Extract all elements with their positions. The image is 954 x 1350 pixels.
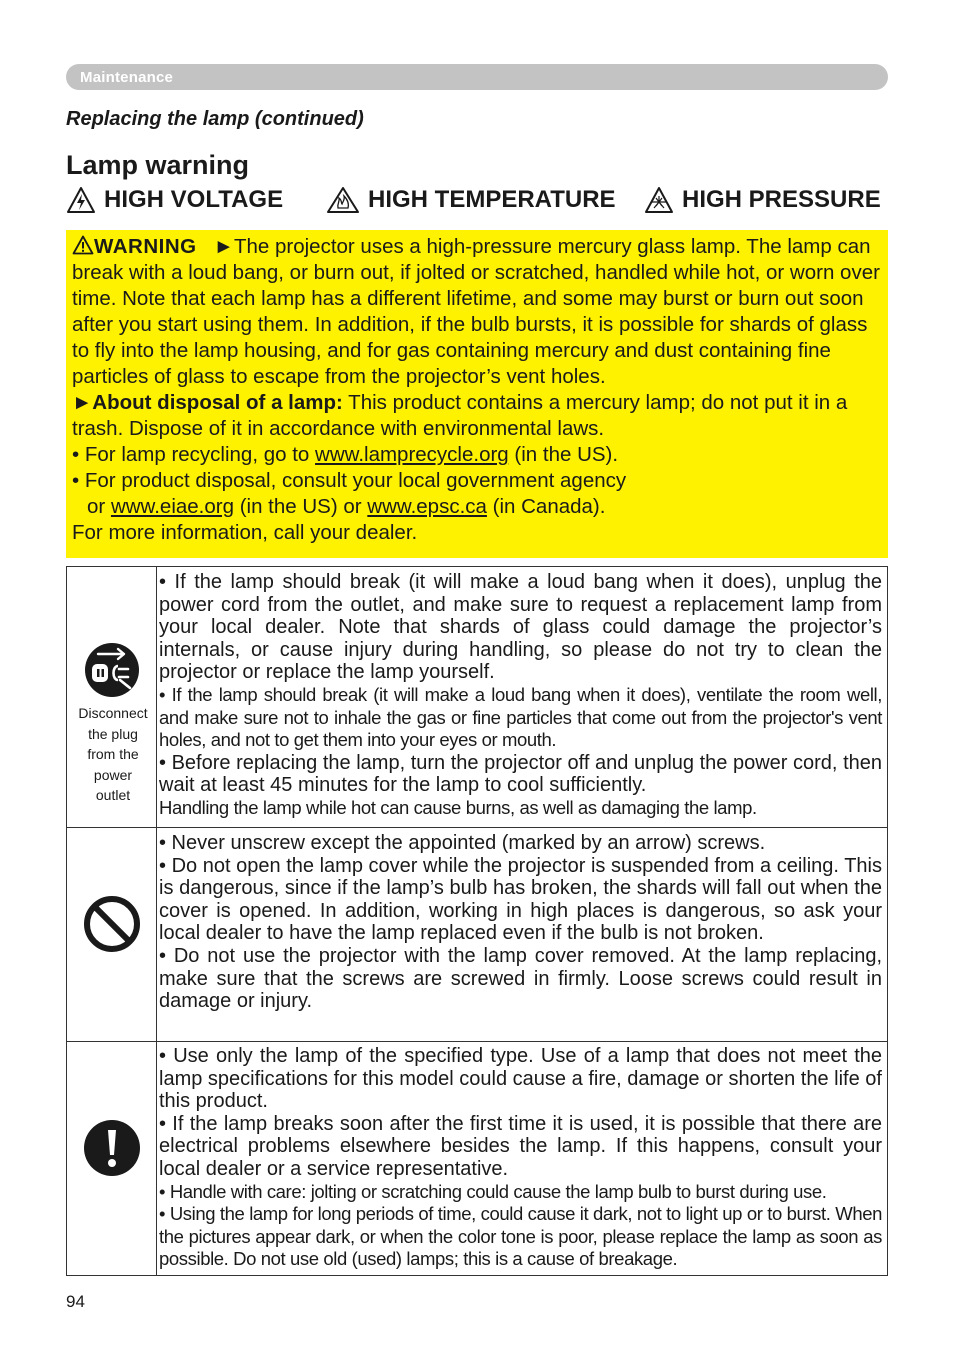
- paragraph: • Never unscrew except the appointed (marked by an arrow) screws.: [159, 832, 766, 854]
- paragraph: • Use only the lamp of the specified type. Use of a lamp that does not meet the lamp specifications for this model could cause a fire, damage or shorten the life of this product.: [159, 1045, 882, 1113]
- warning-triangle-icon: [72, 235, 94, 255]
- high-temperature-icon: [326, 186, 360, 214]
- disposal-label: ►About disposal of a lamp:: [72, 391, 343, 414]
- recycle-suffix: (in the US).: [508, 443, 619, 466]
- paragraph: • Do not use the projector with the lamp cover removed. At the lamp replacing, make sure that the screws are screwed in firmly. Loose screws could result in damage or injury.: [159, 944, 882, 1013]
- table-row: [67, 828, 887, 1042]
- paragraph: • If the lamp should break (it will make a loud bang when it does), unplug the power cord from the outlet, and make sure to request a replacement lamp from your local dealer. Note that shards of glass could damage the projector’s internals, or cause injury during handling, so please do not try to clean the projector or replace the lamp yourself.: [159, 571, 882, 684]
- caption-line: from the: [87, 746, 139, 762]
- row-text-cell: [159, 571, 882, 820]
- page-subtitle: Replacing the lamp (continued): [66, 108, 364, 130]
- warning-box: [66, 230, 888, 558]
- page-number: 94: [66, 1292, 85, 1311]
- high-pressure-icon: [644, 186, 674, 214]
- exclamation-icon: [83, 1119, 141, 1177]
- disconnect-caption: [71, 703, 155, 806]
- paragraph: • If the lamp should break (it will make a loud bang when it does), ventilate the room well, and make sure not to inhale the gas or fine particles that come out from the projector's vent holes, and not to get them into your eyes or mouth.: [159, 683, 882, 751]
- paragraph: • Handle with care: jolting or scratching could cause the lamp bulb to burst during use.: [159, 1180, 827, 1202]
- section-header-bar: [66, 64, 888, 90]
- row-text-cell: [159, 1045, 882, 1271]
- recycle-prefix: • For lamp recycling, go to: [72, 443, 316, 466]
- more-info-line: For more information, call your dealer.: [72, 521, 418, 544]
- agency-links-line: [72, 494, 880, 520]
- page-title: Lamp warning: [66, 150, 250, 180]
- epsc-link[interactable]: www.epsc.ca: [367, 495, 487, 518]
- paragraph: • If the lamp breaks soon after the first time it is used, it is possible that there are electrical problems elsewhere besides the lamp. If this happens, consult your local dealer or a service representative.: [159, 1112, 882, 1180]
- disconnect-plug-icon: [84, 642, 140, 698]
- eiae-link[interactable]: www.eiae.org: [110, 495, 234, 518]
- caption-line: Disconnect: [78, 705, 148, 721]
- precautions-table: [66, 566, 888, 1276]
- product-disposal-line: • For product disposal, consult your local government agency: [72, 469, 627, 492]
- or-prefix: or: [87, 495, 111, 518]
- recycle-line: [72, 442, 880, 468]
- warning-label: WARNING: [94, 235, 197, 258]
- paragraph: • Using the lamp for long periods of time, could cause it dark, not to light up or to burst. When the pictures appear dark, or when the color tone is poor, please replace the lamp as soon as possible. Do not use old (used) lamps; this is a cause of breakage.: [159, 1203, 882, 1270]
- disposal-paragraph: [72, 390, 880, 442]
- row-icon-cell: [67, 828, 157, 1041]
- hazard-label: HIGH VOLTAGE: [104, 186, 284, 213]
- caption-line: the plug: [88, 725, 138, 742]
- section-label: Maintenance: [80, 69, 174, 86]
- hazard-label: HIGH TEMPERATURE: [368, 186, 616, 213]
- disposal-text: This product contains a mercury lamp; do not put it in a trash. Dispose of it in accordance with environmental laws.: [72, 391, 848, 440]
- eiae-suffix: (in the US) or: [234, 495, 368, 518]
- caption-line: power: [93, 766, 133, 783]
- table-row: [67, 1042, 887, 1275]
- hazard-label: HIGH PRESSURE: [682, 186, 881, 213]
- hazard-high-pressure: [644, 186, 881, 214]
- warning-intro-text: ►The projector uses a high-pressure mercury glass lamp. The lamp can break with a loud bang, or burn out, if jolted or scratched, handled while hot, or worn over time. Note that each lamp has a different lifetime, and some may burst or burn out soon after you start using them. In addition, if the bulb bursts, it is possible for shards of glass to fly into the lamp housing, and for gas containing mercury and dust containing fine particles of glass to escape from the projector’s vent holes.: [72, 235, 880, 388]
- table-row: [67, 567, 887, 828]
- prohibited-icon: [83, 895, 141, 953]
- hazard-high-voltage: [66, 186, 283, 214]
- epsc-suffix: (in Canada).: [486, 495, 606, 518]
- caption-line: outlet: [95, 787, 131, 803]
- lamprecycle-link[interactable]: www.lamprecycle.org: [315, 443, 509, 466]
- warning-intro-paragraph: [72, 234, 880, 390]
- paragraph: • Do not open the lamp cover while the projector is suspended from a ceiling. This is dangerous, since if the lamp’s bulb has broken, the shards will fall out when the cover is opened. In addition, working in high places is dangerous, so ask your local dealer to have the lamp replaced even if the bulb is not broken.: [159, 854, 882, 945]
- paragraph: Handling the lamp while hot can cause burns, as well as damaging the lamp.: [159, 796, 757, 818]
- hazard-high-temperature: [326, 186, 616, 214]
- high-voltage-icon: [66, 186, 96, 214]
- paragraph: • Before replacing the lamp, turn the projector off and unplug the power cord, then wait at least 45 minutes for the lamp to cool sufficiently.: [159, 751, 882, 797]
- row-text-cell: [159, 832, 882, 1013]
- row-icon-cell: [67, 1042, 157, 1275]
- row-icon-cell: [67, 567, 157, 827]
